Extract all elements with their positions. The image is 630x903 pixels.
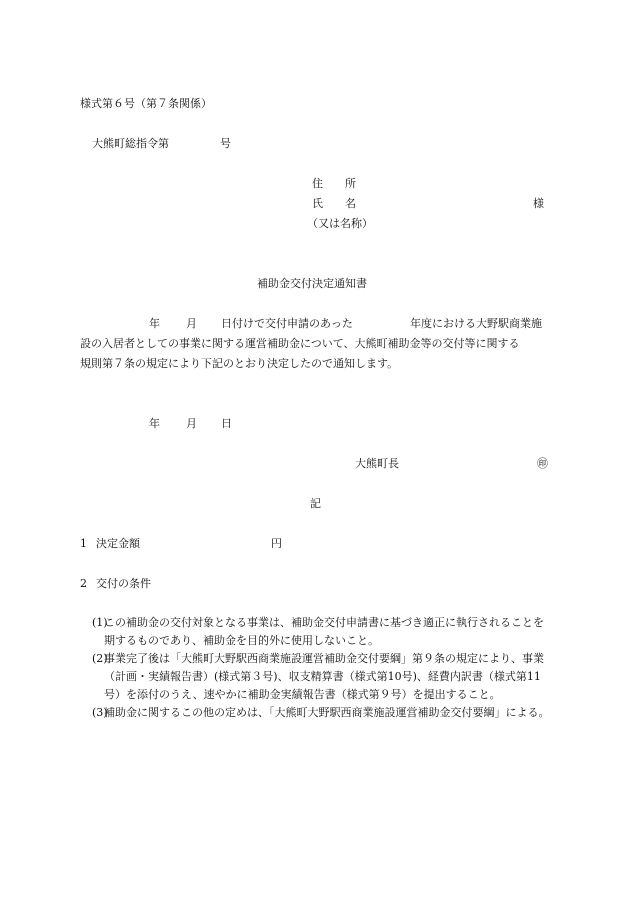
alt-name-label: （又は名称） <box>307 217 373 230</box>
item-2-label: 交付の条件 <box>96 577 151 590</box>
seal-mark: ㊞ <box>537 457 548 470</box>
conditions-list <box>92 614 552 722</box>
item-1-number: 1 <box>80 537 87 550</box>
condition-2-number: (2) <box>92 652 108 665</box>
body-fiscal-year: 年度における大野駅商業施 <box>410 317 542 330</box>
condition-3-text: 補助金に関するこの他の定めは、「大熊町大野駅西商業施設運営補助金交付要綱」による。 <box>104 706 550 719</box>
honorific: 様 <box>533 197 544 210</box>
condition-item-3 <box>92 704 552 722</box>
body-day-applied: 日付けで交付申請のあった <box>221 317 353 330</box>
item-1-label: 決定金額 <box>96 537 140 550</box>
name-label: 氏 名 <box>312 197 356 210</box>
reference-number-prefix: 大熊町総指令第 <box>92 137 169 150</box>
condition-1-text: この補助金の交付対象となる事業は、補助金交付申請書に基づき適正に執行されることを期するものであり、補助金を目的外に使用しないこと。 <box>104 616 544 647</box>
reference-number-suffix: 号 <box>220 137 231 150</box>
document-title: 補助金交付決定通知書 <box>257 277 367 290</box>
body-line-3: 規則第７条の規定により下記のとおり決定したので通知します。 <box>80 357 399 370</box>
date-month: 月 <box>186 417 197 430</box>
body-year: 年 <box>149 317 160 330</box>
issuer-title: 大熊町長 <box>355 457 399 470</box>
address-label: 住 所 <box>312 177 356 190</box>
condition-2-text: 事業完了後は「大熊町大野駅西商業施設運営補助金交付要綱」第９条の規定により、事業（計画・実績報告書）(様式第３号)、収支精算書（様式第10号)、経費内訳書（様式第11号）を添付のうえ、速やかに補助金実績報告書（様式第９号）を提出すること。 <box>104 652 544 701</box>
form-header: 様式第６号（第７条関係） <box>80 97 212 110</box>
condition-3-number: (3) <box>92 706 108 719</box>
body-month: 月 <box>186 317 197 330</box>
date-year: 年 <box>149 417 160 430</box>
item-2-number: 2 <box>80 577 87 590</box>
body-line-2: 設の入居者としての事業に関する運営補助金について、大熊町補助金等の交付等に関する <box>80 337 520 350</box>
note-heading: 記 <box>310 497 321 510</box>
date-day: 日 <box>221 417 232 430</box>
condition-item-1 <box>92 614 552 650</box>
condition-item-2 <box>92 650 552 704</box>
condition-1-number: (1) <box>92 616 108 629</box>
item-1-unit: 円 <box>271 537 282 550</box>
